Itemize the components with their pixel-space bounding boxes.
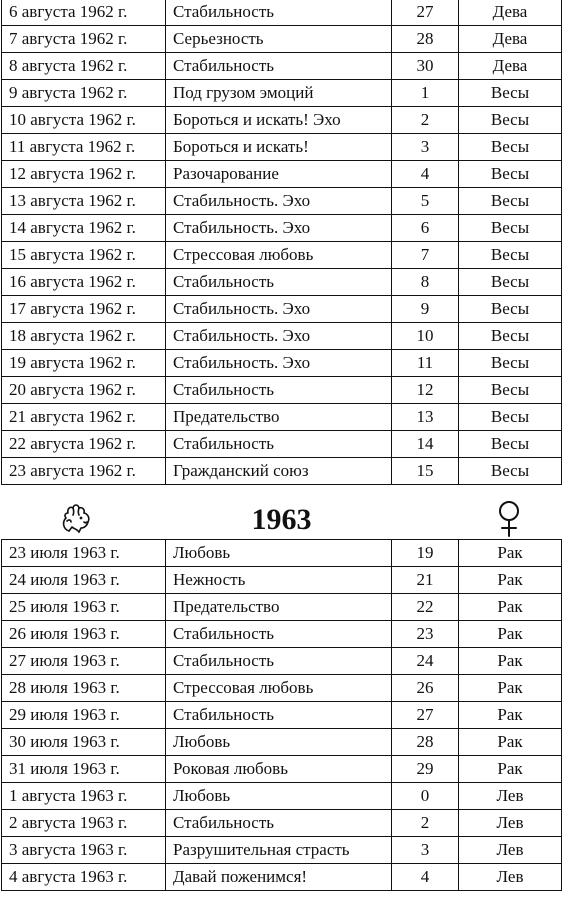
table-row	[2, 648, 562, 675]
zodiac-sign-cell: Рак	[459, 648, 562, 675]
date-cell: 15 августа 1962 г.	[2, 242, 166, 269]
number-cell: 26	[392, 675, 459, 702]
zodiac-sign-cell: Весы	[459, 134, 562, 161]
zodiac-sign-cell: Весы	[459, 350, 562, 377]
zodiac-sign-cell: Рак	[459, 702, 562, 729]
date-cell: 31 июля 1963 г.	[2, 756, 166, 783]
table-row	[2, 837, 562, 864]
venus-icon	[496, 500, 522, 538]
table-row	[2, 188, 562, 215]
name-cell: Предательство	[166, 594, 392, 621]
zodiac-sign-cell: Весы	[459, 377, 562, 404]
zodiac-sign-cell: Рак	[459, 756, 562, 783]
table-row	[2, 377, 562, 404]
number-cell: 7	[392, 242, 459, 269]
name-cell: Предательство	[166, 404, 392, 431]
date-cell: 9 августа 1962 г.	[2, 80, 166, 107]
zodiac-sign-cell: Рак	[459, 675, 562, 702]
zodiac-sign-cell: Рак	[459, 540, 562, 567]
name-cell: Серьезность	[166, 26, 392, 53]
number-cell: 4	[392, 161, 459, 188]
table-row	[2, 431, 562, 458]
name-cell: Разрушительная страсть	[166, 837, 392, 864]
name-cell: Стабильность	[166, 431, 392, 458]
table-row	[2, 269, 562, 296]
date-cell: 20 августа 1962 г.	[2, 377, 166, 404]
number-cell: 0	[392, 783, 459, 810]
table-row	[2, 323, 562, 350]
name-cell: Разочарование	[166, 161, 392, 188]
name-cell: Стабильность. Эхо	[166, 323, 392, 350]
table-row	[2, 404, 562, 431]
date-cell: 22 августа 1962 г.	[2, 431, 166, 458]
name-cell: Любовь	[166, 729, 392, 756]
table-row	[2, 783, 562, 810]
date-cell: 11 августа 1962 г.	[2, 134, 166, 161]
date-cell: 25 июля 1963 г.	[2, 594, 166, 621]
number-cell: 30	[392, 53, 459, 80]
date-cell: 4 августа 1963 г.	[2, 864, 166, 891]
name-cell: Стрессовая любовь	[166, 242, 392, 269]
date-cell: 13 августа 1962 г.	[2, 188, 166, 215]
number-cell: 22	[392, 594, 459, 621]
date-cell: 10 августа 1962 г.	[2, 107, 166, 134]
table-row	[2, 215, 562, 242]
name-cell: Стабильность. Эхо	[166, 215, 392, 242]
number-cell: 11	[392, 350, 459, 377]
table-row	[2, 675, 562, 702]
date-cell: 18 августа 1962 г.	[2, 323, 166, 350]
number-cell: 3	[392, 837, 459, 864]
name-cell: Любовь	[166, 783, 392, 810]
number-cell: 15	[392, 458, 459, 485]
date-cell: 7 августа 1962 г.	[2, 26, 166, 53]
number-cell: 24	[392, 648, 459, 675]
date-cell: 2 августа 1963 г.	[2, 810, 166, 837]
name-cell: Стабильность. Эхо	[166, 296, 392, 323]
number-cell: 23	[392, 621, 459, 648]
date-cell: 8 августа 1962 г.	[2, 53, 166, 80]
date-cell: 19 августа 1962 г.	[2, 350, 166, 377]
table-row	[2, 756, 562, 783]
number-cell: 9	[392, 296, 459, 323]
date-cell: 14 августа 1962 г.	[2, 215, 166, 242]
zodiac-sign-cell: Весы	[459, 458, 562, 485]
table-row	[2, 242, 562, 269]
number-cell: 6	[392, 215, 459, 242]
name-cell: Стрессовая любовь	[166, 675, 392, 702]
zodiac-sign-cell: Лев	[459, 864, 562, 891]
name-cell: Стабильность	[166, 648, 392, 675]
zodiac-sign-cell: Весы	[459, 404, 562, 431]
name-cell: Стабильность	[166, 621, 392, 648]
number-cell: 8	[392, 269, 459, 296]
zodiac-sign-cell: Лев	[459, 810, 562, 837]
zodiac-sign-cell: Весы	[459, 188, 562, 215]
name-cell: Стабильность. Эхо	[166, 188, 392, 215]
name-cell: Бороться и искать!	[166, 134, 392, 161]
number-cell: 28	[392, 26, 459, 53]
table-row	[2, 810, 562, 837]
date-cell: 6 августа 1962 г.	[2, 0, 166, 26]
date-cell: 28 июля 1963 г.	[2, 675, 166, 702]
name-cell: Стабильность	[166, 377, 392, 404]
table-row	[2, 107, 562, 134]
name-cell: Давай поженимся!	[166, 864, 392, 891]
table-row	[2, 729, 562, 756]
table-1963	[1, 539, 562, 891]
zodiac-sign-cell: Лев	[459, 783, 562, 810]
zodiac-sign-cell: Весы	[459, 161, 562, 188]
number-cell: 4	[392, 864, 459, 891]
year-title: 1963	[251, 503, 312, 536]
name-cell: Стабильность	[166, 269, 392, 296]
number-cell: 2	[392, 107, 459, 134]
zodiac-sign-cell: Рак	[459, 594, 562, 621]
zodiac-sign-cell: Весы	[459, 242, 562, 269]
name-cell: Стабильность	[166, 53, 392, 80]
number-cell: 27	[392, 0, 459, 26]
number-cell: 5	[392, 188, 459, 215]
zodiac-sign-cell: Весы	[459, 80, 562, 107]
number-cell: 19	[392, 540, 459, 567]
date-cell: 26 июля 1963 г.	[2, 621, 166, 648]
zodiac-sign-cell: Весы	[459, 107, 562, 134]
zodiac-sign-cell: Рак	[459, 729, 562, 756]
number-cell: 14	[392, 431, 459, 458]
table-row	[2, 134, 562, 161]
table-row	[2, 567, 562, 594]
number-cell: 28	[392, 729, 459, 756]
table-row	[2, 53, 562, 80]
name-cell: Любовь	[166, 540, 392, 567]
date-cell: 30 июля 1963 г.	[2, 729, 166, 756]
number-cell: 3	[392, 134, 459, 161]
table-row	[2, 0, 562, 26]
date-cell: 3 августа 1963 г.	[2, 837, 166, 864]
zodiac-sign-cell: Весы	[459, 296, 562, 323]
date-cell: 27 июля 1963 г.	[2, 648, 166, 675]
table-row	[2, 161, 562, 188]
date-cell: 17 августа 1962 г.	[2, 296, 166, 323]
date-cell: 23 июля 1963 г.	[2, 540, 166, 567]
name-cell: Роковая любовь	[166, 756, 392, 783]
table-row	[2, 458, 562, 485]
table-row	[2, 80, 562, 107]
zodiac-sign-cell: Рак	[459, 567, 562, 594]
date-cell: 29 июля 1963 г.	[2, 702, 166, 729]
zodiac-sign-cell: Весы	[459, 323, 562, 350]
table-row	[2, 864, 562, 891]
number-cell: 13	[392, 404, 459, 431]
date-cell: 23 августа 1962 г.	[2, 458, 166, 485]
name-cell: Стабильность	[166, 810, 392, 837]
table-row	[2, 621, 562, 648]
table-row	[2, 350, 562, 377]
zodiac-sign-cell: Весы	[459, 215, 562, 242]
zodiac-sign-cell: Весы	[459, 431, 562, 458]
date-cell: 1 августа 1963 г.	[2, 783, 166, 810]
table-row	[2, 540, 562, 567]
number-cell: 2	[392, 810, 459, 837]
table-row	[2, 26, 562, 53]
date-cell: 16 августа 1962 г.	[2, 269, 166, 296]
number-cell: 29	[392, 756, 459, 783]
zodiac-sign-cell: Рак	[459, 621, 562, 648]
number-cell: 10	[392, 323, 459, 350]
table-row	[2, 702, 562, 729]
zodiac-sign-cell: Весы	[459, 269, 562, 296]
date-cell: 21 августа 1962 г.	[2, 404, 166, 431]
name-cell: Стабильность	[166, 0, 392, 26]
zodiac-sign-cell: Дева	[459, 26, 562, 53]
year-header	[0, 498, 563, 540]
table-row	[2, 296, 562, 323]
zodiac-sign-cell: Дева	[459, 53, 562, 80]
table-row	[2, 594, 562, 621]
zodiac-sign-cell: Дева	[459, 0, 562, 26]
number-cell: 1	[392, 80, 459, 107]
name-cell: Под грузом эмоций	[166, 80, 392, 107]
table-1962	[1, 0, 562, 485]
name-cell: Стабильность	[166, 702, 392, 729]
name-cell: Бороться и искать! Эхо	[166, 107, 392, 134]
name-cell: Стабильность. Эхо	[166, 350, 392, 377]
name-cell: Гражданский союз	[166, 458, 392, 485]
name-cell: Нежность	[166, 567, 392, 594]
date-cell: 12 августа 1962 г.	[2, 161, 166, 188]
number-cell: 12	[392, 377, 459, 404]
zodiac-sign-cell: Лев	[459, 837, 562, 864]
number-cell: 27	[392, 702, 459, 729]
number-cell: 21	[392, 567, 459, 594]
date-cell: 24 июля 1963 г.	[2, 567, 166, 594]
